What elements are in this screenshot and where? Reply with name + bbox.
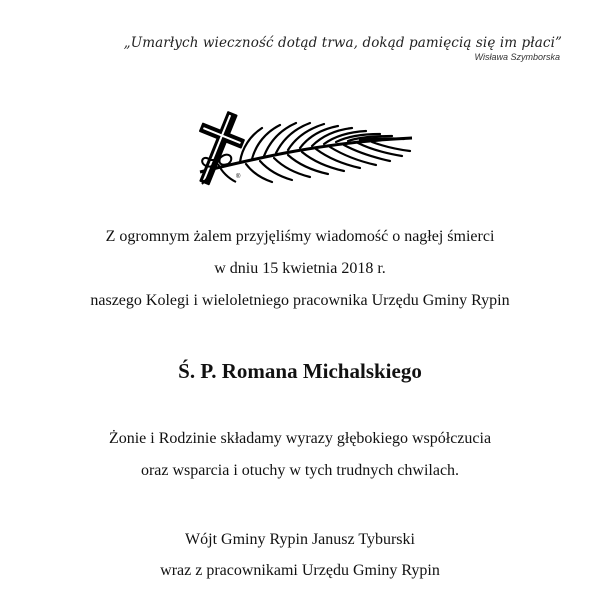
motto-quote: „Umarłych wieczność dotąd trwa, dokąd pamięcią się im płaci” — [123, 35, 562, 51]
deceased-name: Ś. P. Romana Michalskiego — [178, 359, 422, 383]
condolences-line-2: oraz wsparcia i otuchy w tych trudnych chwilach. — [140, 462, 460, 479]
condolences-line-1: Żonie i Rodzinie składamy wyrazy głębokiego współczucia — [108, 430, 492, 447]
signature-line-2: wraz z pracownikami Urzędu Gminy Rypin — [160, 562, 440, 579]
cross-with-palm-branch-icon — [180, 108, 418, 190]
announcement-line-1: Z ogromnym żalem przyjęliśmy wiadomość o nagłej śmierci — [105, 228, 495, 245]
motto-author: Wisława Szymborska — [474, 52, 560, 62]
announcement-line-3: naszego Kolegi i wieloletniego pracownika Urzędu Gminy Rypin — [90, 292, 510, 309]
signature-line-1: Wójt Gminy Rypin Janusz Tyburski — [185, 531, 415, 548]
motto — [124, 35, 562, 62]
svg-text:®: ® — [236, 174, 241, 180]
announcement-line-2: w dniu 15 kwietnia 2018 r. — [214, 260, 386, 277]
